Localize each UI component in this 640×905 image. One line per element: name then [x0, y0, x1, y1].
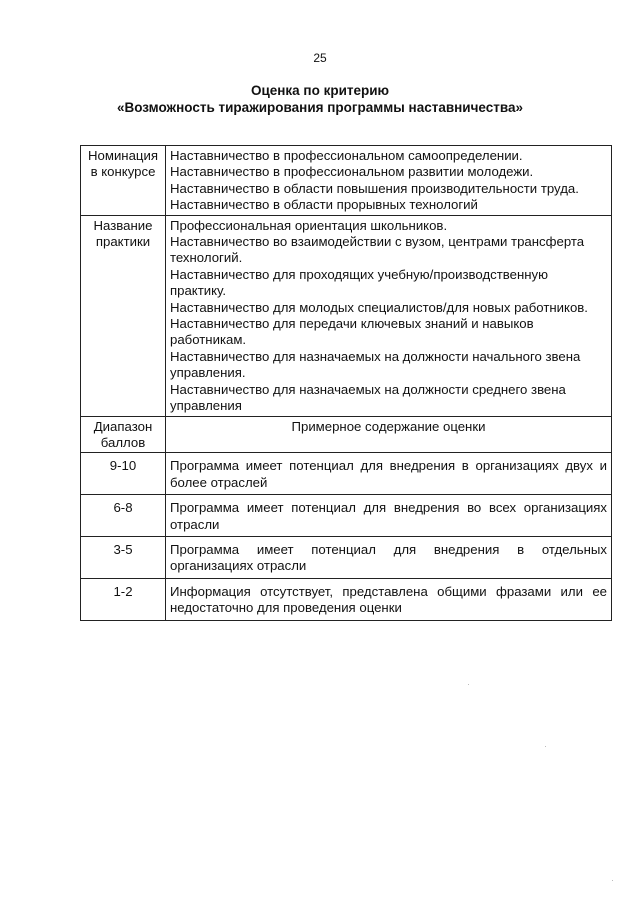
- practice-label: Название практики: [81, 215, 166, 416]
- title-line-2: «Возможность тиражирования программы наставничества»: [116, 100, 524, 115]
- score-row: [81, 578, 612, 620]
- score-row: [81, 495, 612, 537]
- nomination-item: Наставничество в профессиональном самоопределении.: [170, 148, 523, 163]
- score-range: 1-2: [81, 578, 166, 620]
- nomination-row: [81, 146, 612, 216]
- score-description: Программа имеет потенциал для внедрения в организациях двух и более отраслей: [166, 453, 612, 495]
- page-number: 25: [313, 51, 327, 65]
- scan-speck: [545, 746, 546, 747]
- practice-item: Наставничество для молодых специалистов/для новых работников.: [170, 299, 588, 315]
- nomination-item: Наставничество в области повышения производительности труда.: [170, 180, 579, 196]
- score-range: 3-5: [81, 536, 166, 578]
- nomination-list: [166, 146, 612, 216]
- range-header: Диапазон баллов: [81, 416, 166, 453]
- scan-speck: [612, 880, 613, 881]
- score-description: Информация отсутствует, представлена общими фразами или ее недостаточно для проведения оценки: [166, 578, 612, 620]
- practice-item: Наставничество для передачи ключевых знаний и навыков работникам.: [170, 316, 534, 348]
- content-header: Примерное содержание оценки: [166, 416, 612, 453]
- document-title: [0, 82, 640, 116]
- practice-item: Наставничество для назначаемых на должности начального звена управления.: [170, 348, 581, 381]
- criteria-table: [80, 145, 612, 621]
- score-row: [81, 536, 612, 578]
- practice-list: [166, 215, 612, 416]
- practice-item: Профессиональная ориентация школьников.: [170, 217, 448, 233]
- score-range: 9-10: [81, 453, 166, 495]
- title-line-1: Оценка по критерию: [250, 83, 390, 98]
- practice-item: Наставничество для проходящих учебную/производственную практику.: [170, 266, 549, 299]
- score-range: 6-8: [81, 495, 166, 537]
- nomination-label: Номинация в конкурсе: [81, 146, 166, 216]
- practice-item: Наставничество во взаимодействии с вузом, центрами трансферта технологий.: [170, 234, 585, 266]
- practice-row: [81, 215, 612, 416]
- score-description: Программа имеет потенциал для внедрения во всех организациях отрасли: [166, 495, 612, 537]
- scan-speck: [468, 684, 469, 685]
- score-description: Программа имеет потенциал для внедрения в отдельных организациях отрасли: [166, 536, 612, 578]
- score-header-row: [81, 416, 612, 453]
- score-row: [81, 453, 612, 495]
- nomination-item: Наставничество в профессиональном развитии молодежи.: [170, 164, 534, 180]
- practice-item: Наставничество для назначаемых на должности среднего звена управления: [170, 381, 566, 414]
- nomination-item: Наставничество в области прорывных технологий: [170, 197, 478, 213]
